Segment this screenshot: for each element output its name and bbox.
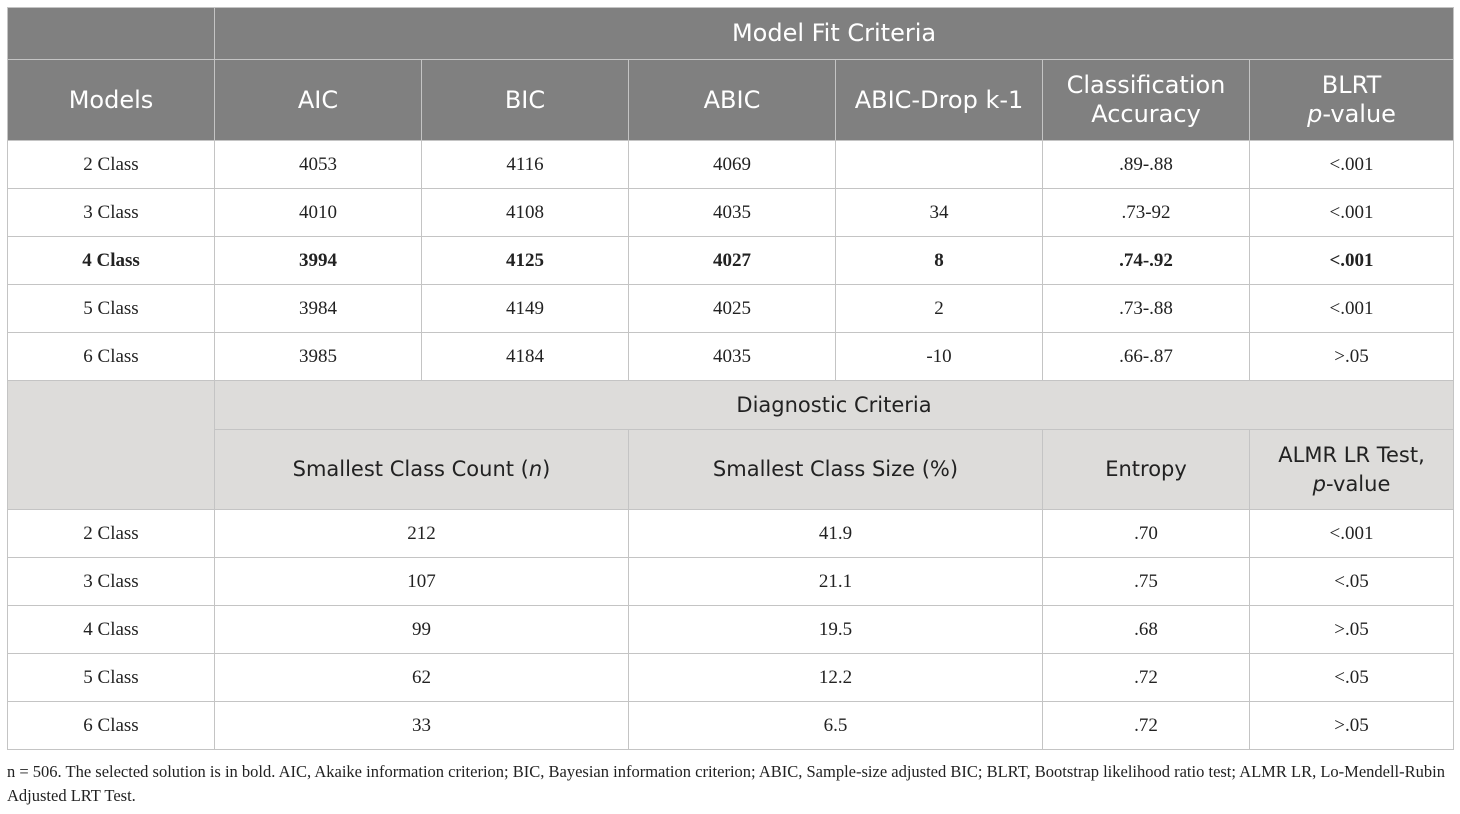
diag-header-blank-cell xyxy=(8,381,215,510)
diag-model-cell: 6 Class xyxy=(8,702,215,750)
diag-almr-cell: <.05 xyxy=(1250,654,1454,702)
diag-count-cell: 99 xyxy=(215,606,629,654)
col-header-abic: ABIC xyxy=(629,60,836,141)
diag-entropy-cell: .72 xyxy=(1043,654,1250,702)
fit-class-acc-cell: .73-92 xyxy=(1043,189,1250,237)
fit-model-cell: 6 Class xyxy=(8,333,215,381)
diag-column-header-row xyxy=(8,430,1454,510)
fit-bic-cell: 4125 xyxy=(422,237,629,285)
diag-count-cell: 62 xyxy=(215,654,629,702)
diag-section-title: Diagnostic Criteria xyxy=(215,381,1454,430)
fit-bic-cell: 4108 xyxy=(422,189,629,237)
fit-blrt-cell: <.001 xyxy=(1250,189,1454,237)
fit-abic-cell: 4069 xyxy=(629,141,836,189)
smallest-count-n-italic: n xyxy=(528,457,543,481)
class-acc-line1: Classification xyxy=(1066,71,1226,99)
col-header-smallest-size: Smallest Class Size (%) xyxy=(629,430,1043,510)
fit-abic-cell: 4027 xyxy=(629,237,836,285)
fit-class-acc-cell: .73-.88 xyxy=(1043,285,1250,333)
diag-model-cell: 2 Class xyxy=(8,510,215,558)
almr-line1: ALMR LR Test, xyxy=(1278,442,1425,467)
col-header-bic: BIC xyxy=(422,60,629,141)
fit-title-row xyxy=(8,8,1454,60)
diag-count-cell: 212 xyxy=(215,510,629,558)
fit-row xyxy=(8,333,1454,381)
diag-size-cell: 6.5 xyxy=(629,702,1043,750)
diag-row xyxy=(8,510,1454,558)
col-header-abic-drop: ABIC-Drop k-1 xyxy=(836,60,1043,141)
fit-bic-cell: 4116 xyxy=(422,141,629,189)
fit-abic-drop-cell: 34 xyxy=(836,189,1043,237)
fit-row xyxy=(8,141,1454,189)
fit-title-blank-cell xyxy=(8,8,215,60)
fit-class-acc-cell: .89-.88 xyxy=(1043,141,1250,189)
fit-aic-cell: 3985 xyxy=(215,333,422,381)
fit-row-selected xyxy=(8,237,1454,285)
fit-abic-drop-cell: -10 xyxy=(836,333,1043,381)
fit-blrt-cell: <.001 xyxy=(1250,141,1454,189)
smallest-count-prefix: Smallest Class Count ( xyxy=(292,457,529,481)
fit-aic-cell: 4053 xyxy=(215,141,422,189)
col-header-almr xyxy=(1250,430,1454,510)
col-header-blrt xyxy=(1250,60,1454,141)
fit-aic-cell: 4010 xyxy=(215,189,422,237)
fit-abic-cell: 4035 xyxy=(629,189,836,237)
col-header-entropy: Entropy xyxy=(1043,430,1250,510)
diag-almr-cell: <.05 xyxy=(1250,558,1454,606)
diag-model-cell: 3 Class xyxy=(8,558,215,606)
fit-aic-cell: 3984 xyxy=(215,285,422,333)
fit-blrt-cell: <.001 xyxy=(1250,237,1454,285)
fit-class-acc-cell: .66-.87 xyxy=(1043,333,1250,381)
fit-abic-cell: 4035 xyxy=(629,333,836,381)
fit-model-cell: 4 Class xyxy=(8,237,215,285)
fit-aic-cell: 3994 xyxy=(215,237,422,285)
fit-class-acc-cell: .74-.92 xyxy=(1043,237,1250,285)
diag-size-cell: 41.9 xyxy=(629,510,1043,558)
class-acc-line2: Accuracy xyxy=(1091,100,1201,128)
diag-title-row xyxy=(8,381,1454,430)
diag-size-cell: 12.2 xyxy=(629,654,1043,702)
fit-bic-cell: 4184 xyxy=(422,333,629,381)
fit-model-cell: 3 Class xyxy=(8,189,215,237)
diag-row xyxy=(8,606,1454,654)
model-fit-table xyxy=(7,7,1454,750)
almr-value-suffix: -value xyxy=(1326,471,1391,496)
fit-row xyxy=(8,285,1454,333)
fit-section-title: Model Fit Criteria xyxy=(215,8,1454,60)
diag-entropy-cell: .72 xyxy=(1043,702,1250,750)
table-footnote: n = 506. The selected solution is in bold. AIC, Akaike information criterion; BIC, Bayesian information criterion; ABIC, Sample-size adjusted BIC; BLRT, Bootstrap likelihood ratio test; ALMR LR, Lo-Mendell-Rubin Adjusted LRT Test. xyxy=(7,762,1445,805)
diag-size-cell: 19.5 xyxy=(629,606,1043,654)
diag-count-cell: 33 xyxy=(215,702,629,750)
col-header-models: Models xyxy=(8,60,215,141)
diag-row xyxy=(8,558,1454,606)
diag-count-cell: 107 xyxy=(215,558,629,606)
blrt-p-italic: p xyxy=(1307,100,1323,128)
fit-column-header-row xyxy=(8,60,1454,141)
blrt-line1: BLRT xyxy=(1321,71,1382,99)
col-header-aic: AIC xyxy=(215,60,422,141)
diag-almr-cell: >.05 xyxy=(1250,702,1454,750)
fit-model-cell: 2 Class xyxy=(8,141,215,189)
fit-abic-drop-cell: 8 xyxy=(836,237,1043,285)
fit-row xyxy=(8,189,1454,237)
fit-abic-drop-cell: 2 xyxy=(836,285,1043,333)
fit-model-cell: 5 Class xyxy=(8,285,215,333)
almr-p-italic: p xyxy=(1312,471,1326,496)
diag-size-cell: 21.1 xyxy=(629,558,1043,606)
diag-row xyxy=(8,654,1454,702)
col-header-classification-accuracy xyxy=(1043,60,1250,141)
diag-model-cell: 4 Class xyxy=(8,606,215,654)
fit-blrt-cell: >.05 xyxy=(1250,333,1454,381)
diag-almr-cell: >.05 xyxy=(1250,606,1454,654)
fit-blrt-cell: <.001 xyxy=(1250,285,1454,333)
col-header-smallest-count xyxy=(215,430,629,510)
smallest-count-suffix: ) xyxy=(542,457,551,481)
diag-almr-cell: <.001 xyxy=(1250,510,1454,558)
fit-abic-cell: 4025 xyxy=(629,285,836,333)
fit-abic-drop-cell xyxy=(836,141,1043,189)
fit-bic-cell: 4149 xyxy=(422,285,629,333)
blrt-value-suffix: -value xyxy=(1322,100,1396,128)
diag-entropy-cell: .68 xyxy=(1043,606,1250,654)
diag-row xyxy=(8,702,1454,750)
diag-entropy-cell: .75 xyxy=(1043,558,1250,606)
diag-model-cell: 5 Class xyxy=(8,654,215,702)
diag-entropy-cell: .70 xyxy=(1043,510,1250,558)
